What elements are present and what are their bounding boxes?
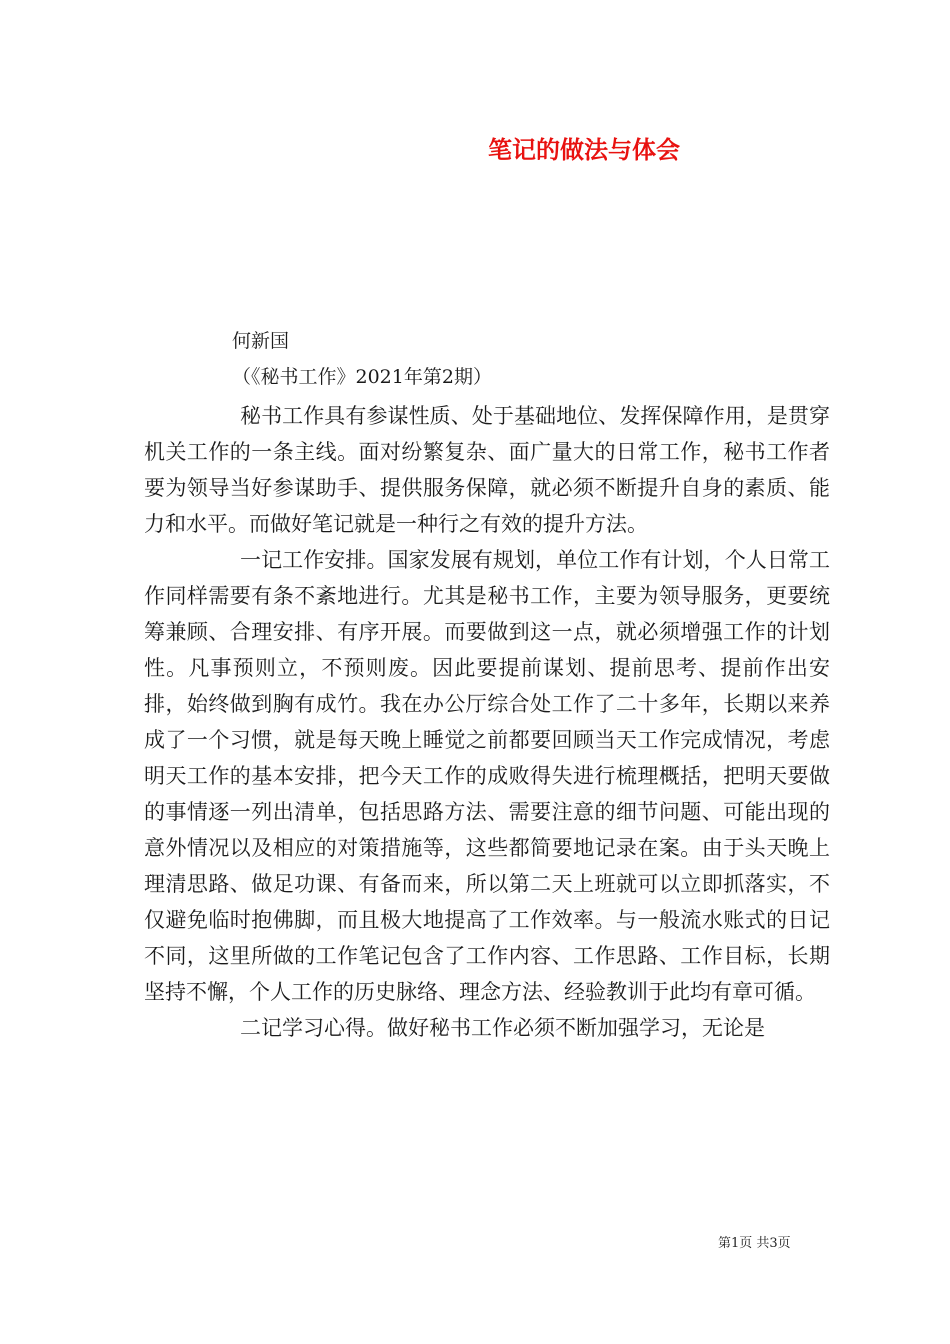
paragraph-study-notes: 二记学习心得。做好秘书工作必须不断加强学习，无论是 [240,1016,765,1040]
body-text [144,398,830,1046]
document-title: 笔记的做法与体会 [488,135,680,164]
paragraph-work-arrangement: 一记工作安排。国家发展有规划，单位工作有计划，个人日常工作同样需要有条不紊地进行。尤其是秘书工作，主要为领导服务，更要统筹兼顾、合理安排、有序开展。而要做到这一点，就必须增强工作的计划性。凡事预则立，不预则废。因此要提前谋划、提前思考、提前作出安排，始终做到胸有成竹。我在办公厅综合处工作了二十多年，长期以来养成了一个习惯，就是每天晚上睡觉之前都要回顾当天工作完成情况，考虑明天工作的基本安排，把今天工作的成败得失进行梳理概括，把明天要做的事情逐一列出清单，包括思路方法、需要注意的细节问题、可能出现的意外情况以及相应的对策措施等，这些都简要地记录在案。由于头天晚上理清思路、做足功课、有备而来，所以第二天上班就可以立即抓落实，不仅避免临时抱佛脚，而且极大地提高了工作效率。与一般流水账式的日记不同，这里所做的工作笔记包含了工作内容、工作思路、工作目标，长期坚持不懈，个人工作的历史脉络、理念方法、经验教训于此均有章可循。 [144,548,830,1004]
source-citation: （《秘书工作》2021年第2期） [232,366,492,388]
author-name: 何新国 [232,330,290,352]
page-number-footer: 第1页 共3页 [718,1236,791,1251]
paragraph-intro: 秘书工作具有参谋性质、处于基础地位、发挥保障作用，是贯穿机关工作的一条主线。面对纷繁复杂、面广量大的日常工作，秘书工作者要为领导当好参谋助手、提供服务保障，就必须不断提升自身的素质、能力和水平。而做好笔记就是一种行之有效的提升方法。 [144,404,830,536]
